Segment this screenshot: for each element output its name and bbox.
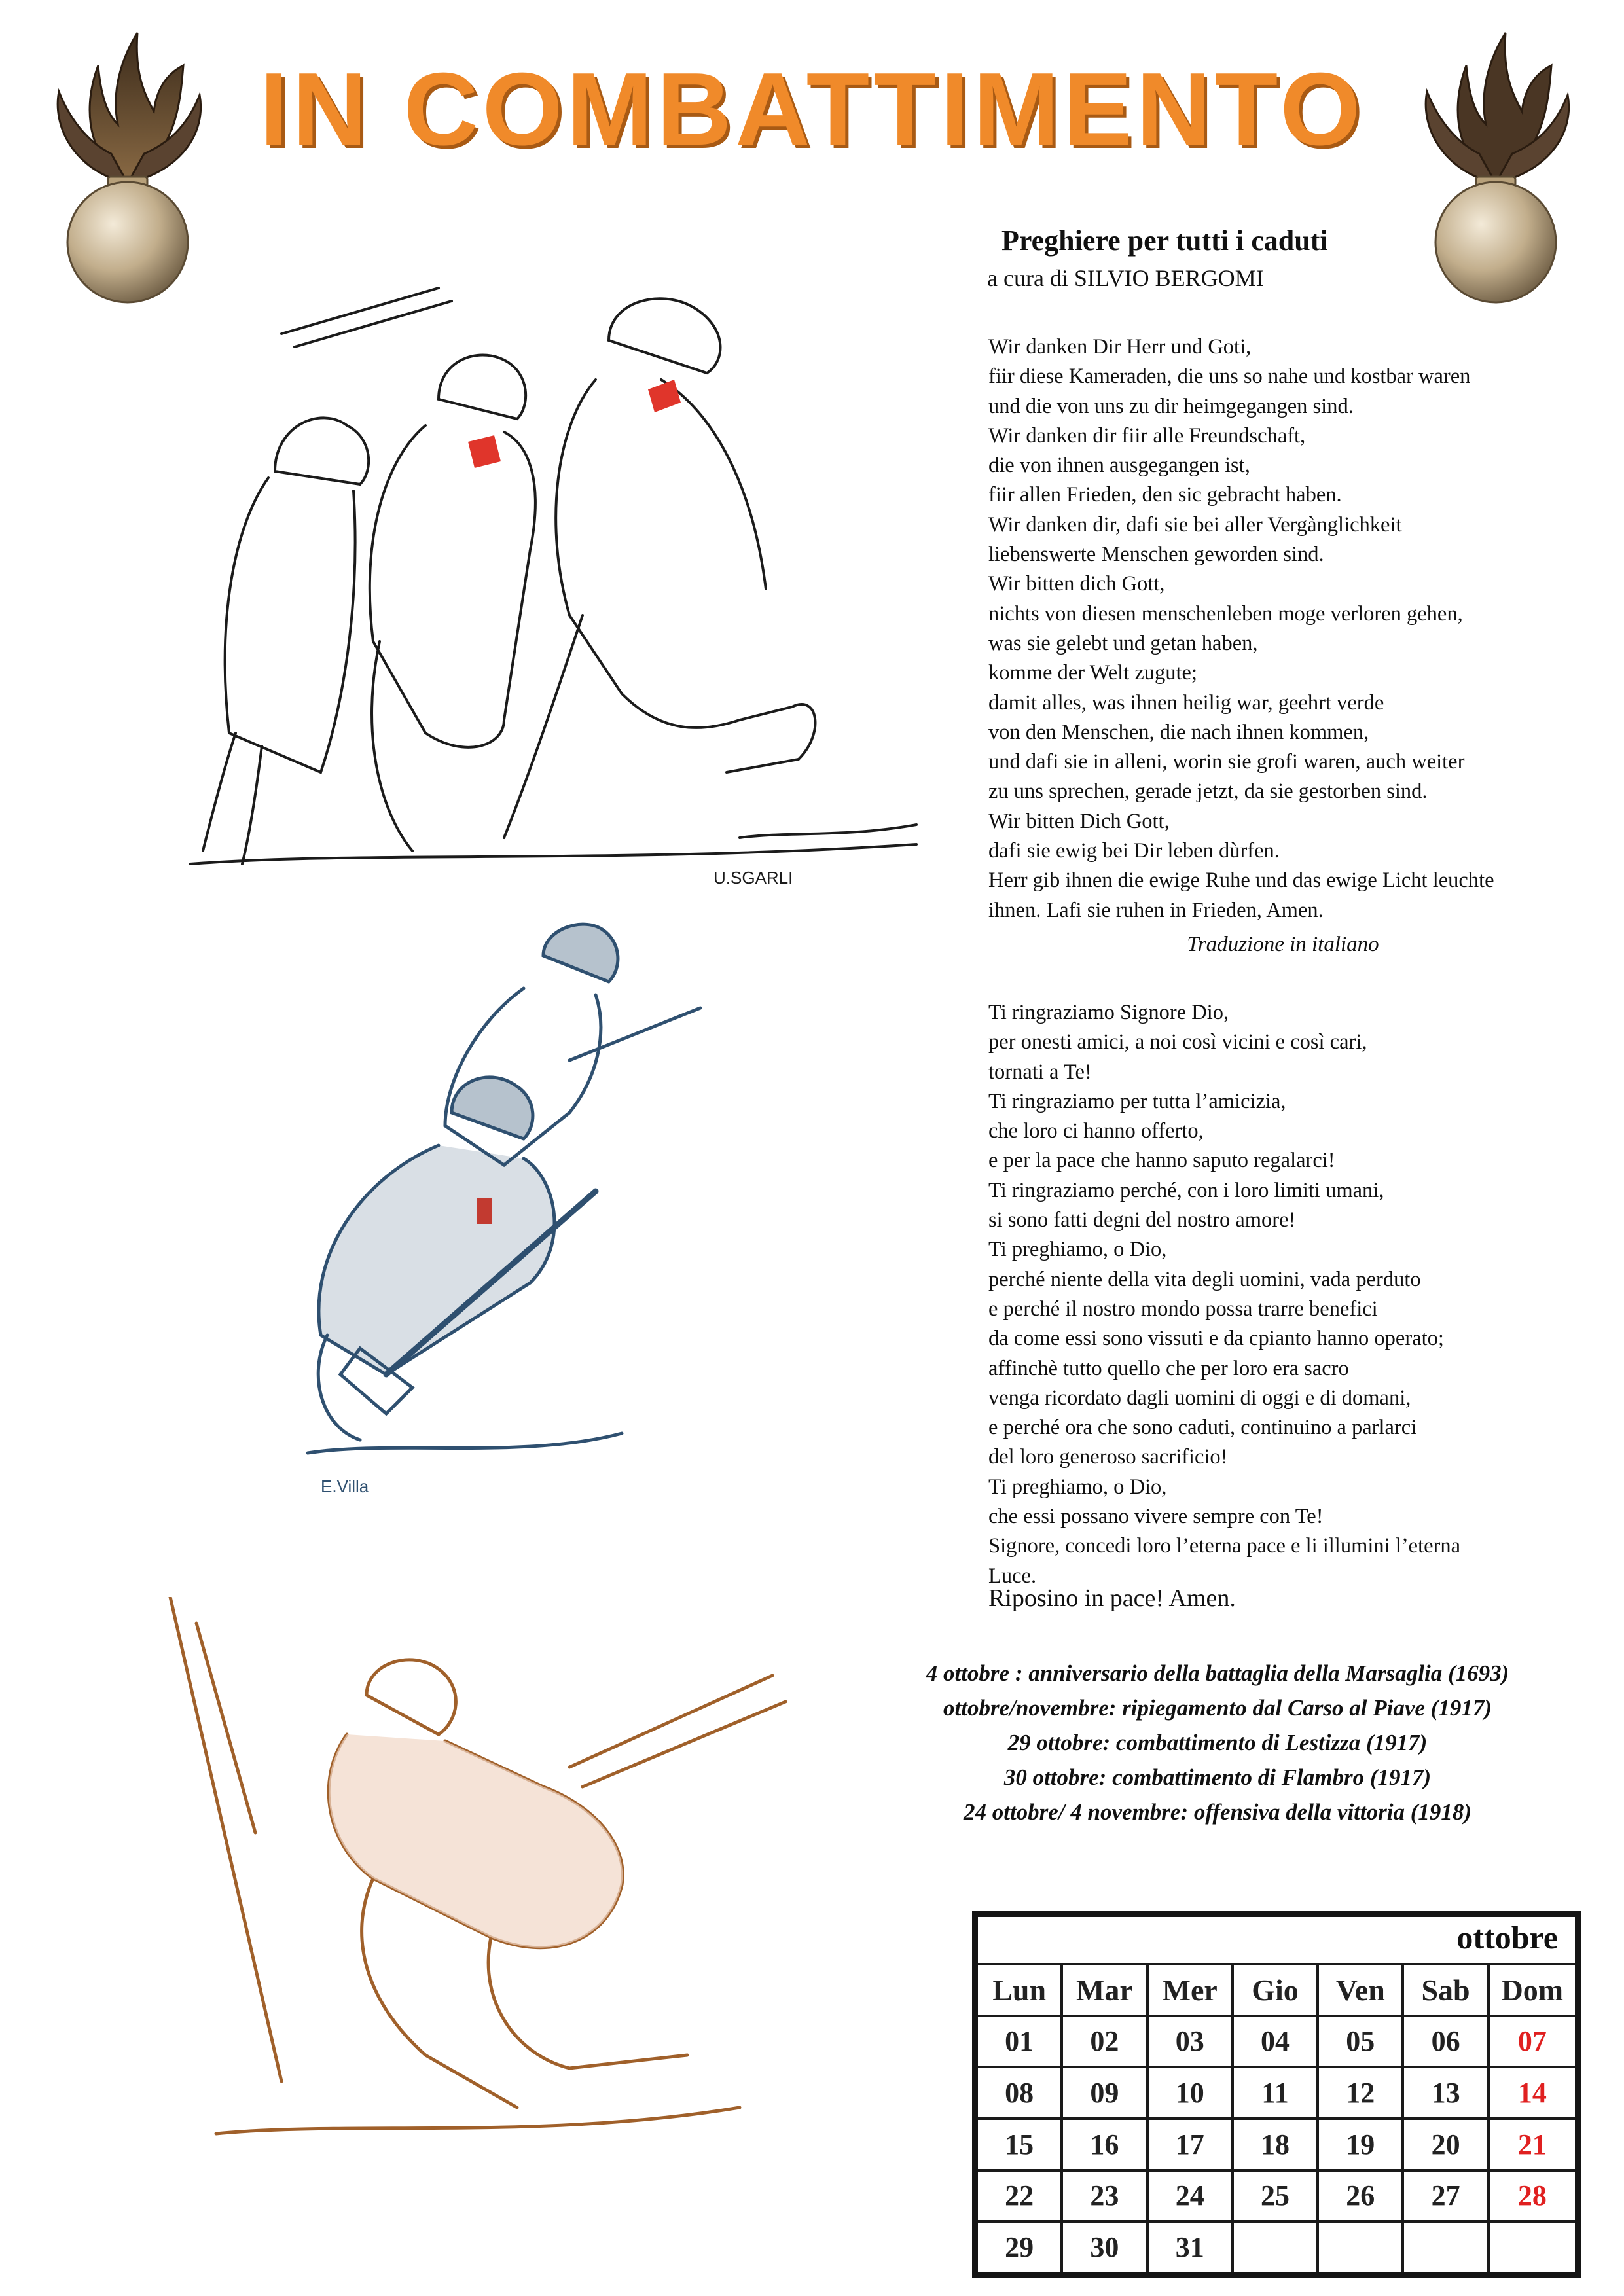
italian-line: Luce. (988, 1564, 1037, 1588)
calendar-grid (978, 1963, 1575, 2272)
calendar-day: 04 (1234, 2015, 1319, 2066)
weekday-header: Gio (1234, 1963, 1319, 2015)
calendar-day: 18 (1234, 2117, 1319, 2169)
weekday-header: Sab (1404, 1963, 1489, 2015)
calendar-day-sunday: 21 (1490, 2117, 1575, 2169)
prayer-closing: Riposino in pace! Amen. (988, 1585, 1236, 1612)
calendar-day-sunday (1490, 2220, 1575, 2272)
italian-line: e perché il nostro mondo possa trarre benefici (988, 1297, 1378, 1321)
calendar-day-sunday: 07 (1490, 2015, 1575, 2066)
calendar-day-sunday: 28 (1490, 2169, 1575, 2221)
anniversary-item: ottobre/novembre: ripiegamento dal Carso al Piave (1917) (943, 1695, 1492, 1721)
german-line: zu uns sprechen, gerade jetzt, da sie gestorben sind. (988, 780, 1428, 804)
calendar-month: ottobre (1456, 1919, 1558, 1956)
german-line: Wir bitten Dich Gott, (988, 809, 1170, 833)
calendar-day: 03 (1149, 2015, 1234, 2066)
german-line: Wir bitten dich Gott, (988, 572, 1165, 596)
calendar-day: 13 (1404, 2066, 1489, 2117)
italian-line: si sono fatti degni del nostro amore! (988, 1208, 1296, 1232)
anniversary-list (785, 1656, 1624, 1829)
german-line: und die von uns zu dir heimgegangen sind. (988, 394, 1354, 418)
german-line: fiir allen Frieden, den sic gebracht haben. (988, 483, 1342, 507)
german-line: die von ihnen ausgegangen ist, (988, 454, 1250, 478)
calendar-day: 19 (1319, 2117, 1404, 2169)
german-line: ihnen. Lafi sie ruhen in Frieden, Amen. (988, 898, 1324, 922)
italian-line: venga ricordato dagli uomini di oggi e di domani, (988, 1386, 1411, 1410)
soldiers-ink-sketch (164, 275, 936, 897)
translation-label: Traduzione in italiano (1187, 933, 1379, 956)
german-line: Wir danken dir fiir alle Freundschaft, (988, 423, 1306, 448)
italian-line: affinchè tutto quello che per loro era sacro (988, 1356, 1349, 1380)
month-calendar (972, 1911, 1581, 2278)
calendar-day: 08 (978, 2066, 1063, 2117)
sketch2-signature: E.Villa (321, 1477, 369, 1496)
italian-line: e per la pace che hanno saputo regalarci! (988, 1149, 1335, 1173)
grenade-flame-emblem-icon (1401, 20, 1591, 308)
calendar-day: 12 (1319, 2066, 1404, 2117)
calendar-day (1404, 2220, 1489, 2272)
italian-line: che essi possano vivere sempre con Te! (988, 1505, 1324, 1529)
italian-line: Ti ringraziamo per tutta l’amicizia, (988, 1089, 1286, 1113)
german-prayer-text (988, 332, 1578, 925)
german-line: von den Menschen, die nach ihnen kommen, (988, 720, 1369, 744)
calendar-day: 10 (1149, 2066, 1234, 2117)
german-line: damit alles, was ihnen heilig war, geehrt verde (988, 691, 1384, 715)
calendar-day: 01 (978, 2015, 1063, 2066)
calendar-day: 30 (1063, 2220, 1148, 2272)
weekday-header: Mar (1063, 1963, 1148, 2015)
german-line: Herr gib ihnen die ewige Ruhe und das ewige Licht leuchte (988, 869, 1494, 893)
italian-line: perché niente della vita degli uomini, vada perduto (988, 1267, 1421, 1291)
calendar-day: 23 (1063, 2169, 1148, 2221)
grenade-flame-emblem-icon (33, 20, 223, 308)
calendar-day: 27 (1404, 2169, 1489, 2221)
anniversary-item: 30 ottobre: combattimento di Flambro (1917) (1003, 1765, 1432, 1790)
italian-line: e perché ora che sono caduti, continuino a parlarci (988, 1416, 1417, 1440)
prayer-title: Preghiere per tutti i caduti (1001, 224, 1328, 257)
calendar-day: 06 (1404, 2015, 1489, 2066)
german-line: fiir diese Kameraden, die uns so nahe und kostbar waren (988, 365, 1471, 389)
calendar-day: 05 (1319, 2015, 1404, 2066)
italian-line: Ti ringraziamo perché, con i loro limiti umani, (988, 1178, 1384, 1202)
sketch1-signature: U.SGARLI (713, 868, 793, 888)
weekday-header: Mer (1149, 1963, 1234, 2015)
german-line: Wir danken dir, dafi sie bei aller Vergànglichkeit (988, 512, 1402, 537)
german-line: dafi sie ewig bei Dir leben dùrfen. (988, 839, 1280, 863)
calendar-day: 25 (1234, 2169, 1319, 2221)
calendar-day: 20 (1404, 2117, 1489, 2169)
calendar-day: 26 (1319, 2169, 1404, 2221)
calendar-day-sunday: 14 (1490, 2066, 1575, 2117)
calendar-day: 09 (1063, 2066, 1148, 2117)
german-line: und dafi sie in alleni, worin sie grofi waren, auch weiter (988, 750, 1465, 774)
german-line: nichts von diesen menschenleben moge verloren gehen, (988, 601, 1463, 626)
italian-line: del loro generoso sacrificio! (988, 1445, 1228, 1469)
calendar-day: 02 (1063, 2015, 1148, 2066)
anniversary-item: 24 ottobre/ 4 novembre: offensiva della vittoria (1918) (963, 1799, 1472, 1825)
italian-line: Ti preghiamo, o Dio, (988, 1475, 1167, 1499)
anniversary-item: 4 ottobre : anniversario della battaglia della Marsaglia (1693) (926, 1660, 1509, 1686)
calendar-day: 16 (1063, 2117, 1148, 2169)
anniversary-item: 29 ottobre: combattimento di Lestizza (1917) (1007, 1730, 1428, 1755)
calendar-day: 29 (978, 2220, 1063, 2272)
italian-line: tornati a Te! (988, 1060, 1092, 1084)
calendar-day: 31 (1149, 2220, 1234, 2272)
weekday-header: Ven (1319, 1963, 1404, 2015)
german-line: komme der Welt zugute; (988, 661, 1197, 685)
italian-line: che loro ci hanno offerto, (988, 1119, 1204, 1143)
italian-line: Ti ringraziamo Signore Dio, (988, 1001, 1229, 1024)
calendar-day: 22 (978, 2169, 1063, 2221)
soldier-blue-sketch (229, 916, 753, 1505)
german-line: was sie gelebt und getan haben, (988, 631, 1258, 655)
italian-line: Ti preghiamo, o Dio, (988, 1238, 1167, 1262)
calendar-day: 17 (1149, 2117, 1234, 2169)
prayer-author: a cura di SILVIO BERGOMI (987, 265, 1264, 291)
soldier-brown-sketch (151, 1597, 805, 2186)
weekday-header: Lun (978, 1963, 1063, 2015)
italian-line: da come essi sono vissuti e da cpianto hanno operato; (988, 1327, 1444, 1351)
italian-prayer-text (988, 998, 1578, 1591)
calendar-day (1234, 2220, 1319, 2272)
calendar-day (1319, 2220, 1404, 2272)
german-line: Wir danken Dir Herr und Goti, (988, 335, 1252, 359)
page-title: IN COMBATTIMENTO (259, 52, 1365, 167)
german-line: liebenswerte Menschen geworden sind. (988, 543, 1324, 567)
italian-line: Signore, concedi loro l’eterna pace e li illumini l’eterna (988, 1534, 1461, 1558)
italian-line: per onesti amici, a noi così vicini e così cari, (988, 1030, 1367, 1054)
weekday-header: Dom (1490, 1963, 1575, 2015)
calendar-day: 15 (978, 2117, 1063, 2169)
calendar-day: 24 (1149, 2169, 1234, 2221)
calendar-day: 11 (1234, 2066, 1319, 2117)
